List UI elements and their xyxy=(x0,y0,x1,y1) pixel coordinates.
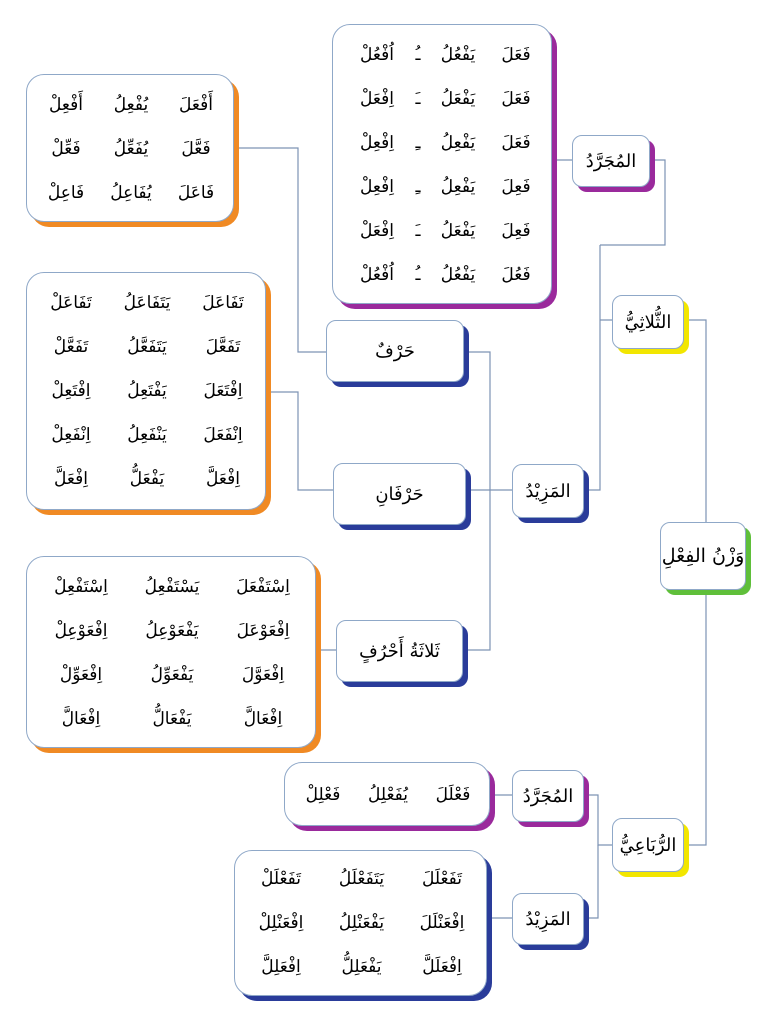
thulathi-mujarrad-cell: يَفْعَلُ xyxy=(440,221,476,241)
thalatha-cell: يَسْتَفْعِلُ xyxy=(144,577,200,597)
thulathi-mujarrad-cell: يَفْعِلُ xyxy=(440,177,476,197)
harf-cell: يُفَعِّلُ xyxy=(113,139,149,159)
thulathi-mujarrad-cell: اُفْعُلْ xyxy=(360,45,394,65)
harf-table xyxy=(26,74,234,222)
thalatha-grid xyxy=(35,565,309,741)
thalatha-cell: اِفْعَوِّلْ xyxy=(59,665,103,685)
harfan-cell: يَتَفَعَّلُ xyxy=(127,337,167,357)
thulathi-mujarrad-node xyxy=(572,135,650,187)
line-thulathi-branches xyxy=(586,245,612,490)
thulathi-mujarrad-cell: يَفْعِلُ xyxy=(440,133,476,153)
harfan-cell: يَفْعَلُّ xyxy=(129,469,165,489)
line-rubai-branches xyxy=(584,795,612,845)
rubai-mazid-table xyxy=(234,850,487,996)
rubai-mazid-grid xyxy=(241,857,482,991)
thulathi-mujarrad-cell: فَعَلَ xyxy=(501,89,531,109)
harfan-cell: يَنْفَعِلُ xyxy=(127,425,167,445)
thulathi-mujarrad-cell: فَعِلَ xyxy=(501,221,531,241)
thulathi-node xyxy=(612,295,684,349)
thulathi-mujarrad-cell: اُفْعُلْ xyxy=(360,265,394,285)
thulathi-mujarrad-cell: فَعُلَ xyxy=(501,265,531,285)
thalatha-cell: اِفْعَوَّلَ xyxy=(241,665,285,685)
harf-cell: فَعَّلَ xyxy=(181,139,211,159)
rubai-mazid-label: المَزِيْدُ xyxy=(525,908,571,930)
thulathi-mujarrad-label: المُجَرَّدُ xyxy=(585,150,637,172)
rubai-mujarrad-label: المُجَرَّدُ xyxy=(522,785,574,807)
harf-label: حَرْفٌ xyxy=(375,340,415,362)
line-mazid-thalatha xyxy=(463,490,490,650)
harfan-table xyxy=(26,272,266,510)
harf-cell: يُفَاعِلُ xyxy=(110,183,152,203)
rubai-mazid-cell: يَفْعَلِلُّ xyxy=(341,957,382,977)
harfan-cell: تَفَاعَلْ xyxy=(50,293,92,313)
harfan-cell: اِفْعَلَّ xyxy=(206,469,240,489)
root-label: وَزْنُ الفِعْلِ xyxy=(661,545,745,567)
line-rubai-mazid xyxy=(584,845,598,918)
thulathi-mujarrad-cell: فَعَلَ xyxy=(501,45,531,65)
thalatha-cell: يَفْعَالُّ xyxy=(152,709,192,729)
rubai-mazid-cell: تَفَعْلَلَ xyxy=(421,869,463,889)
thulathi-mujarrad-table xyxy=(332,24,552,304)
rubai-mujarrad-cell: فَعْلِلْ xyxy=(305,785,341,805)
thulathi-mujarrad-cell: يَفْعُلُ xyxy=(440,45,476,65)
harfan-label: حَرْفَانِ xyxy=(375,483,424,505)
harfan-cell: اِنْفَعَلَ xyxy=(203,425,243,445)
thulathi-mujarrad-cell: اِفْعَلْ xyxy=(360,89,394,109)
line-harfan-table xyxy=(267,392,333,490)
thalatha-label: ثَلاثَةُ أَحْرُفٍ xyxy=(359,640,440,662)
thulathi-mujarrad-cell: ـَ xyxy=(415,221,421,241)
harfan-cell: تَفَعَّلْ xyxy=(53,337,89,357)
root-node xyxy=(660,522,746,590)
thulathi-mujarrad-cell: ـُ xyxy=(415,265,421,285)
rubai-mujarrad-cell: يُفَعْلِلُ xyxy=(367,785,409,805)
harfan-cell: تَفَاعَلَ xyxy=(202,293,244,313)
thalatha-cell: اِفْعَالَّ xyxy=(243,709,283,729)
thulathi-mazid-label: المَزِيْدُ xyxy=(525,480,571,502)
harf-cell: فَعِّلْ xyxy=(51,139,81,159)
thulathi-mujarrad-cell: ـِ xyxy=(415,133,421,153)
harf-cell: فَاعَلَ xyxy=(177,183,215,203)
harfan-grid xyxy=(33,281,261,503)
rubai-mazid-cell: اِفْعَنْلِلْ xyxy=(258,913,304,933)
harfan-cell: يَتَفَاعَلُ xyxy=(123,293,171,313)
harf-grid xyxy=(33,83,229,215)
rubai-mazid-cell: تَفَعْلَلْ xyxy=(260,869,302,889)
thulathi-mujarrad-cell: فَعَلَ xyxy=(501,133,531,153)
rubai-mujarrad-cell: فَعْلَلَ xyxy=(435,785,471,805)
harf-cell: فَاعِلْ xyxy=(47,183,85,203)
thulathi-mujarrad-cell: اِفْعِلْ xyxy=(360,133,394,153)
thalatha-cell: اِفْعَالَّ xyxy=(61,709,101,729)
thalatha-cell: يَفْعَوِّلُ xyxy=(150,665,194,685)
harfan-node xyxy=(333,463,466,525)
thulathi-mujarrad-cell: اِفْعَلْ xyxy=(360,221,394,241)
thulathi-label: الثُّلاثِيُّ xyxy=(624,311,672,333)
harfan-cell: يَفْتَعِلُ xyxy=(127,381,167,401)
rubai-mujarrad-node xyxy=(512,770,584,822)
thalatha-cell: اِفْعَوْعَلَ xyxy=(236,621,290,641)
thalatha-cell: اِسْتَفْعَلَ xyxy=(236,577,290,597)
thalatha-cell: اِفْعَوْعِلْ xyxy=(54,621,108,641)
rubai-mazid-cell: يَفْعَنْلِلُ xyxy=(338,913,385,933)
rubai-mujarrad-grid xyxy=(291,773,485,817)
rubai-node xyxy=(612,818,684,872)
rubai-mazid-cell: اِفْعَلِلَّ xyxy=(261,957,301,977)
harfan-cell: اِفْتَعِلْ xyxy=(51,381,91,401)
thalatha-node xyxy=(336,620,463,682)
thulathi-mujarrad-cell: ـِ xyxy=(415,177,421,197)
rubai-mazid-cell: يَتَفَعْلَلُ xyxy=(338,869,385,889)
thulathi-mujarrad-grid xyxy=(341,33,545,297)
rubai-mazid-cell: اِفْعَلَلَّ xyxy=(422,957,462,977)
thalatha-table xyxy=(26,556,316,748)
line-mazid-harf xyxy=(464,352,512,490)
thulathi-mujarrad-cell: يَفْعَلُ xyxy=(440,89,476,109)
thulathi-mujarrad-cell: ـَ xyxy=(415,89,421,109)
harfan-cell: تَفَعَّلَ xyxy=(205,337,241,357)
harf-cell: يُفْعِلُ xyxy=(113,95,149,115)
harfan-cell: اِنْفَعِلْ xyxy=(51,425,91,445)
harf-cell: أَفْعَلَ xyxy=(179,95,213,115)
thulathi-mazid-node xyxy=(512,464,584,518)
harf-cell: أَفْعِلْ xyxy=(49,95,83,115)
harf-node xyxy=(326,320,464,382)
thulathi-mujarrad-cell: اِفْعِلْ xyxy=(360,177,394,197)
rubai-label: الرُّبَاعِيُّ xyxy=(619,834,677,856)
rubai-mujarrad-table xyxy=(284,762,490,826)
thalatha-cell: يَفْعَوْعِلُ xyxy=(145,621,199,641)
thulathi-mujarrad-cell: فَعِلَ xyxy=(501,177,531,197)
thulathi-mujarrad-cell: يَفْعُلُ xyxy=(440,265,476,285)
thulathi-mujarrad-cell: ـُ xyxy=(415,45,421,65)
thalatha-cell: اِسْتَفْعِلْ xyxy=(54,577,108,597)
rubai-mazid-node xyxy=(512,893,584,945)
harfan-cell: اِفْعَلَّ xyxy=(54,469,88,489)
rubai-mazid-cell: اِفْعَنْلَلَ xyxy=(419,913,465,933)
harfan-cell: اِفْتَعَلَ xyxy=(203,381,243,401)
